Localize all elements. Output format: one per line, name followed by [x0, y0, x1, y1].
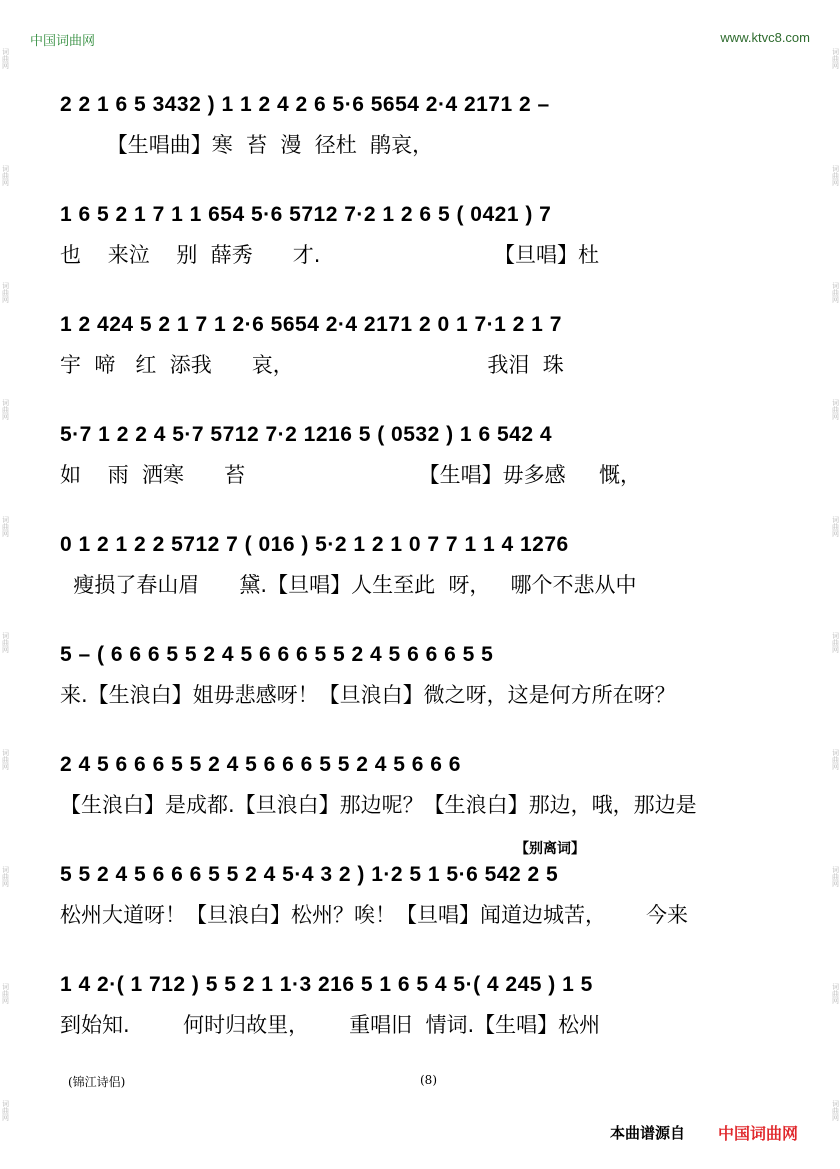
lyric-line: 到始知. 何时归故里， 重唱旧 情词.【生唱】松州 [60, 1013, 601, 1037]
lyric-line: 如 雨 洒寒 苔 【生唱】毋多感 慨， [60, 463, 642, 487]
lyric-line: 宇 啼 红 添我 哀， 我泪 珠 [60, 353, 564, 377]
lyric-line: 瘦损了春山眉 黛.【旦唱】人生至此 呀， 哪个不悲从中 [60, 573, 637, 597]
watermark-text: 词曲网 [831, 866, 840, 888]
notation-line: 1 4 2·( 1 712 ) 5 5 2 1 1·3 216 5 1 6 5 4 5·( 4 245 ) 1 5 [60, 973, 593, 996]
watermark-text: 词曲网 [1, 47, 10, 69]
notation-line: 5 5 2 4 5 6 6 6 5 5 2 4 5·4 3 2 ) 1·2 5 1 5·6 542 2 5 [60, 863, 559, 886]
site-url-header[interactable]: www.ktvc8.com [720, 30, 810, 45]
lyric-line: 也 来泣 别 薛秀 才. 【旦唱】杜 [60, 243, 600, 267]
lyric-line: 【生唱曲】寒 苔 漫 径杜 鹃哀， [60, 133, 434, 157]
notation-line: 1 2 424 5 2 1 7 1 2·6 5654 2·4 2171 2 0 1 7·1 2 1 7 [60, 313, 562, 336]
watermark-text: 词曲网 [1, 749, 10, 771]
watermark-text: 词曲网 [1, 983, 10, 1005]
watermark-text: 词曲网 [831, 47, 840, 69]
footer-credit-label: 本曲谱源自 [610, 1124, 686, 1142]
left-watermark-strip [0, 0, 10, 1169]
footer-source: (锦江诗侣) [68, 1075, 126, 1089]
notation-line: 5 – ( 6 6 6 5 5 2 4 5 6 6 6 5 5 2 4 5 6 6 6 5 5 [60, 643, 494, 666]
footer-credit-site[interactable]: 中国词曲网 [718, 1124, 799, 1143]
lyric-line: 来.【生浪白】姐毋悲感呀！【旦浪白】微之呀，这是何方所在呀？ [60, 683, 676, 707]
notation-line: 1 6 5 2 1 7 1 1 654 5·6 5712 7·2 1 2 6 5 ( 0421 ) 7 [60, 203, 552, 226]
watermark-text: 词曲网 [831, 515, 840, 537]
watermark-text: 词曲网 [1, 632, 10, 654]
watermark-text: 词曲网 [831, 281, 840, 303]
page-number: (8) [420, 1073, 437, 1087]
section-annotation: 【别离词】 [515, 841, 585, 857]
notation-line: 0 1 2 1 2 2 5712 7 ( 016 ) 5·2 1 2 1 0 7 7 1 1 4 1276 [60, 533, 569, 556]
lyric-line: 松州大道呀！【旦浪白】松州？唉！【旦唱】闻道边城苦， 今来 [60, 903, 689, 927]
watermark-text: 词曲网 [831, 983, 840, 1005]
notation-line: 5·7 1 2 2 4 5·7 5712 7·2 1216 5 ( 0532 ) 1 6 542 4 [60, 423, 553, 446]
notation-line: 2 2 1 6 5 3432 ) 1 1 2 4 2 6 5·6 5654 2·4 2171 2 – [60, 93, 550, 116]
lyric-line: 【生浪白】是成都.【旦浪白】那边呢？【生浪白】那边，哦，那边是 [60, 793, 697, 817]
watermark-text: 词曲网 [831, 1099, 840, 1121]
site-name-header: 中国词曲网 [30, 34, 96, 49]
watermark-text: 词曲网 [831, 398, 840, 420]
watermark-text: 词曲网 [831, 164, 840, 186]
watermark-text: 词曲网 [831, 749, 840, 771]
watermark-text: 词曲网 [1, 515, 10, 537]
watermark-text: 词曲网 [1, 164, 10, 186]
watermark-text: 词曲网 [1, 281, 10, 303]
watermark-text: 词曲网 [1, 1099, 10, 1121]
watermark-text: 词曲网 [831, 632, 840, 654]
notation-line: 2 4 5 6 6 6 5 5 2 4 5 6 6 6 5 5 2 4 5 6 6 6 [60, 753, 461, 776]
watermark-text: 词曲网 [1, 398, 10, 420]
watermark-text: 词曲网 [1, 866, 10, 888]
